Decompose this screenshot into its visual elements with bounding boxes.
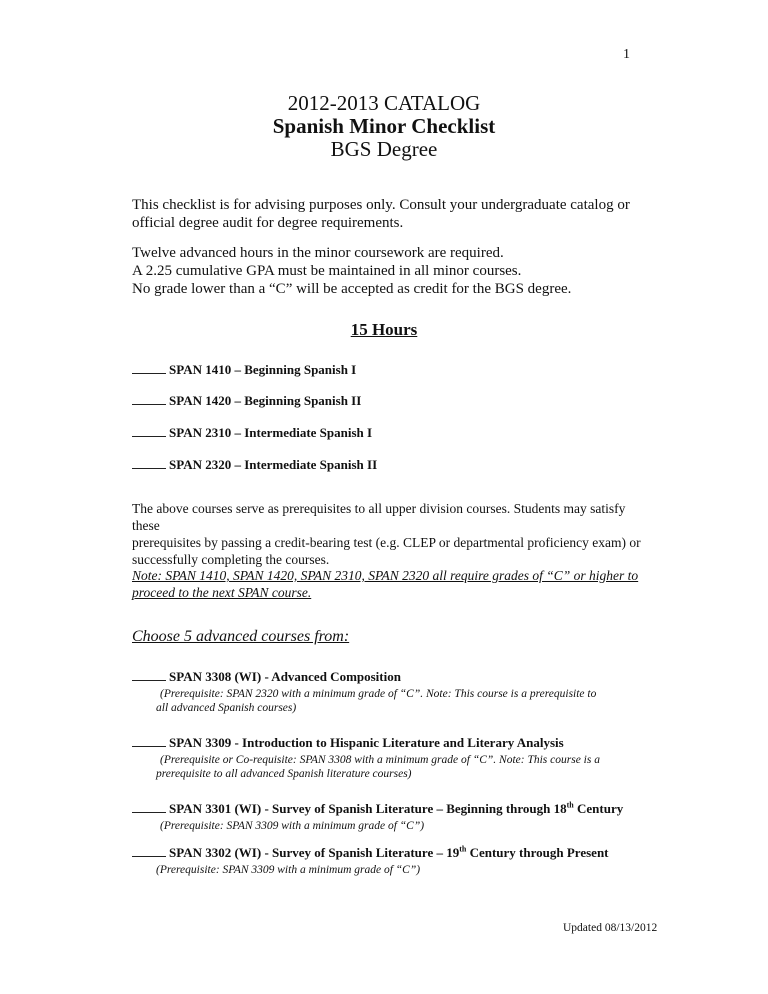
course-prerequisite — [156, 753, 662, 781]
catalog-title: 2012-2013 CATALOG — [287, 91, 481, 115]
page-number: 1 — [623, 47, 630, 62]
grade-note-line: Note: SPAN 1410, SPAN 1420, SPAN 2310, SPAN 2320 all require grades of “C” or higher to — [132, 568, 639, 583]
course-item — [132, 424, 662, 441]
title-block — [0, 92, 768, 161]
intro-line: official degree audit for degree requirements. — [132, 215, 404, 231]
course-prerequisite — [156, 687, 662, 715]
ordinal-suffix: th — [566, 800, 574, 810]
course-name-text: SPAN 3302 (WI) - Survey of Spanish Literature – 19 — [169, 845, 460, 860]
course-prerequisite: (Prerequisite: SPAN 3309 with a minimum grade of “C”) — [160, 820, 425, 832]
prerequisite-line: successfully completing the courses. — [132, 552, 330, 567]
course-name: SPAN 1420 – Beginning Spanish II — [169, 393, 362, 408]
course-item — [132, 361, 662, 378]
advanced-course-item — [132, 844, 662, 877]
requirement-line: Twelve advanced hours in the minor coursework are required. — [132, 245, 504, 261]
checkbox-blank[interactable] — [132, 392, 166, 405]
advanced-course-item — [132, 734, 662, 781]
hours-heading: 15 Hours — [350, 320, 418, 339]
prerequisite-line: (Prerequisite: SPAN 2320 with a minimum grade of “C”. Note: This course is a prerequisite to — [160, 688, 597, 700]
advanced-course-item — [132, 800, 662, 833]
prerequisite-line: The above courses serve as prerequisites to all upper division courses. Students may satisfy these — [132, 501, 626, 533]
grade-note — [132, 567, 652, 601]
course-name: SPAN 1410 – Beginning Spanish I — [169, 362, 357, 377]
degree-title: BGS Degree — [330, 137, 438, 161]
prerequisite-line: prerequisites by passing a credit-bearing test (e.g. CLEP or departmental proficiency exam) or — [132, 535, 641, 550]
choose-heading: Choose 5 advanced courses from: — [132, 628, 350, 645]
requirements-paragraph — [132, 244, 662, 298]
prerequisite-line: prerequisite to all advanced Spanish literature courses) — [156, 768, 412, 780]
checkbox-blank[interactable] — [132, 456, 166, 469]
advanced-course-item — [132, 668, 662, 715]
checklist-title: Spanish Minor Checklist — [272, 114, 496, 138]
course-name: SPAN 2320 – Intermediate Spanish II — [169, 457, 378, 472]
checkbox-blank[interactable] — [132, 844, 166, 857]
course-name-text: Century through Present — [466, 845, 609, 860]
intro-paragraph — [132, 196, 662, 232]
prerequisite-line: (Prerequisite or Co-requisite: SPAN 3308 with a minimum grade of “C”. Note: This course is a — [160, 754, 600, 766]
checkbox-blank[interactable] — [132, 800, 166, 813]
course-prerequisite: (Prerequisite: SPAN 3309 with a minimum grade of “C”) — [156, 864, 421, 876]
course-name: SPAN 3308 (WI) - Advanced Composition — [169, 669, 401, 684]
prerequisite-paragraph — [132, 500, 652, 568]
course-name-text: SPAN 3301 (WI) - Survey of Spanish Literature – Beginning through 18 — [169, 801, 567, 816]
course-name: SPAN 2310 – Intermediate Spanish I — [169, 425, 373, 440]
prerequisite-line: all advanced Spanish courses) — [156, 702, 297, 714]
course-name-text: Century — [573, 801, 624, 816]
updated-date: Updated 08/13/2012 — [563, 922, 658, 934]
course-item — [132, 456, 662, 473]
course-name — [169, 801, 623, 816]
checkbox-blank[interactable] — [132, 734, 166, 747]
checkbox-blank[interactable] — [132, 668, 166, 681]
requirement-line: A 2.25 cumulative GPA must be maintained in all minor courses. — [132, 263, 522, 279]
grade-note-line: proceed to the next SPAN course. — [132, 585, 312, 600]
intro-line: This checklist is for advising purposes only. Consult your undergraduate catalog or — [132, 197, 630, 213]
ordinal-suffix: th — [459, 844, 467, 854]
course-item — [132, 392, 662, 409]
checkbox-blank[interactable] — [132, 424, 166, 437]
requirement-line: No grade lower than a “C” will be accepted as credit for the BGS degree. — [132, 281, 572, 297]
course-name: SPAN 3309 - Introduction to Hispanic Literature and Literary Analysis — [169, 735, 564, 750]
checkbox-blank[interactable] — [132, 361, 166, 374]
course-name — [169, 845, 609, 860]
